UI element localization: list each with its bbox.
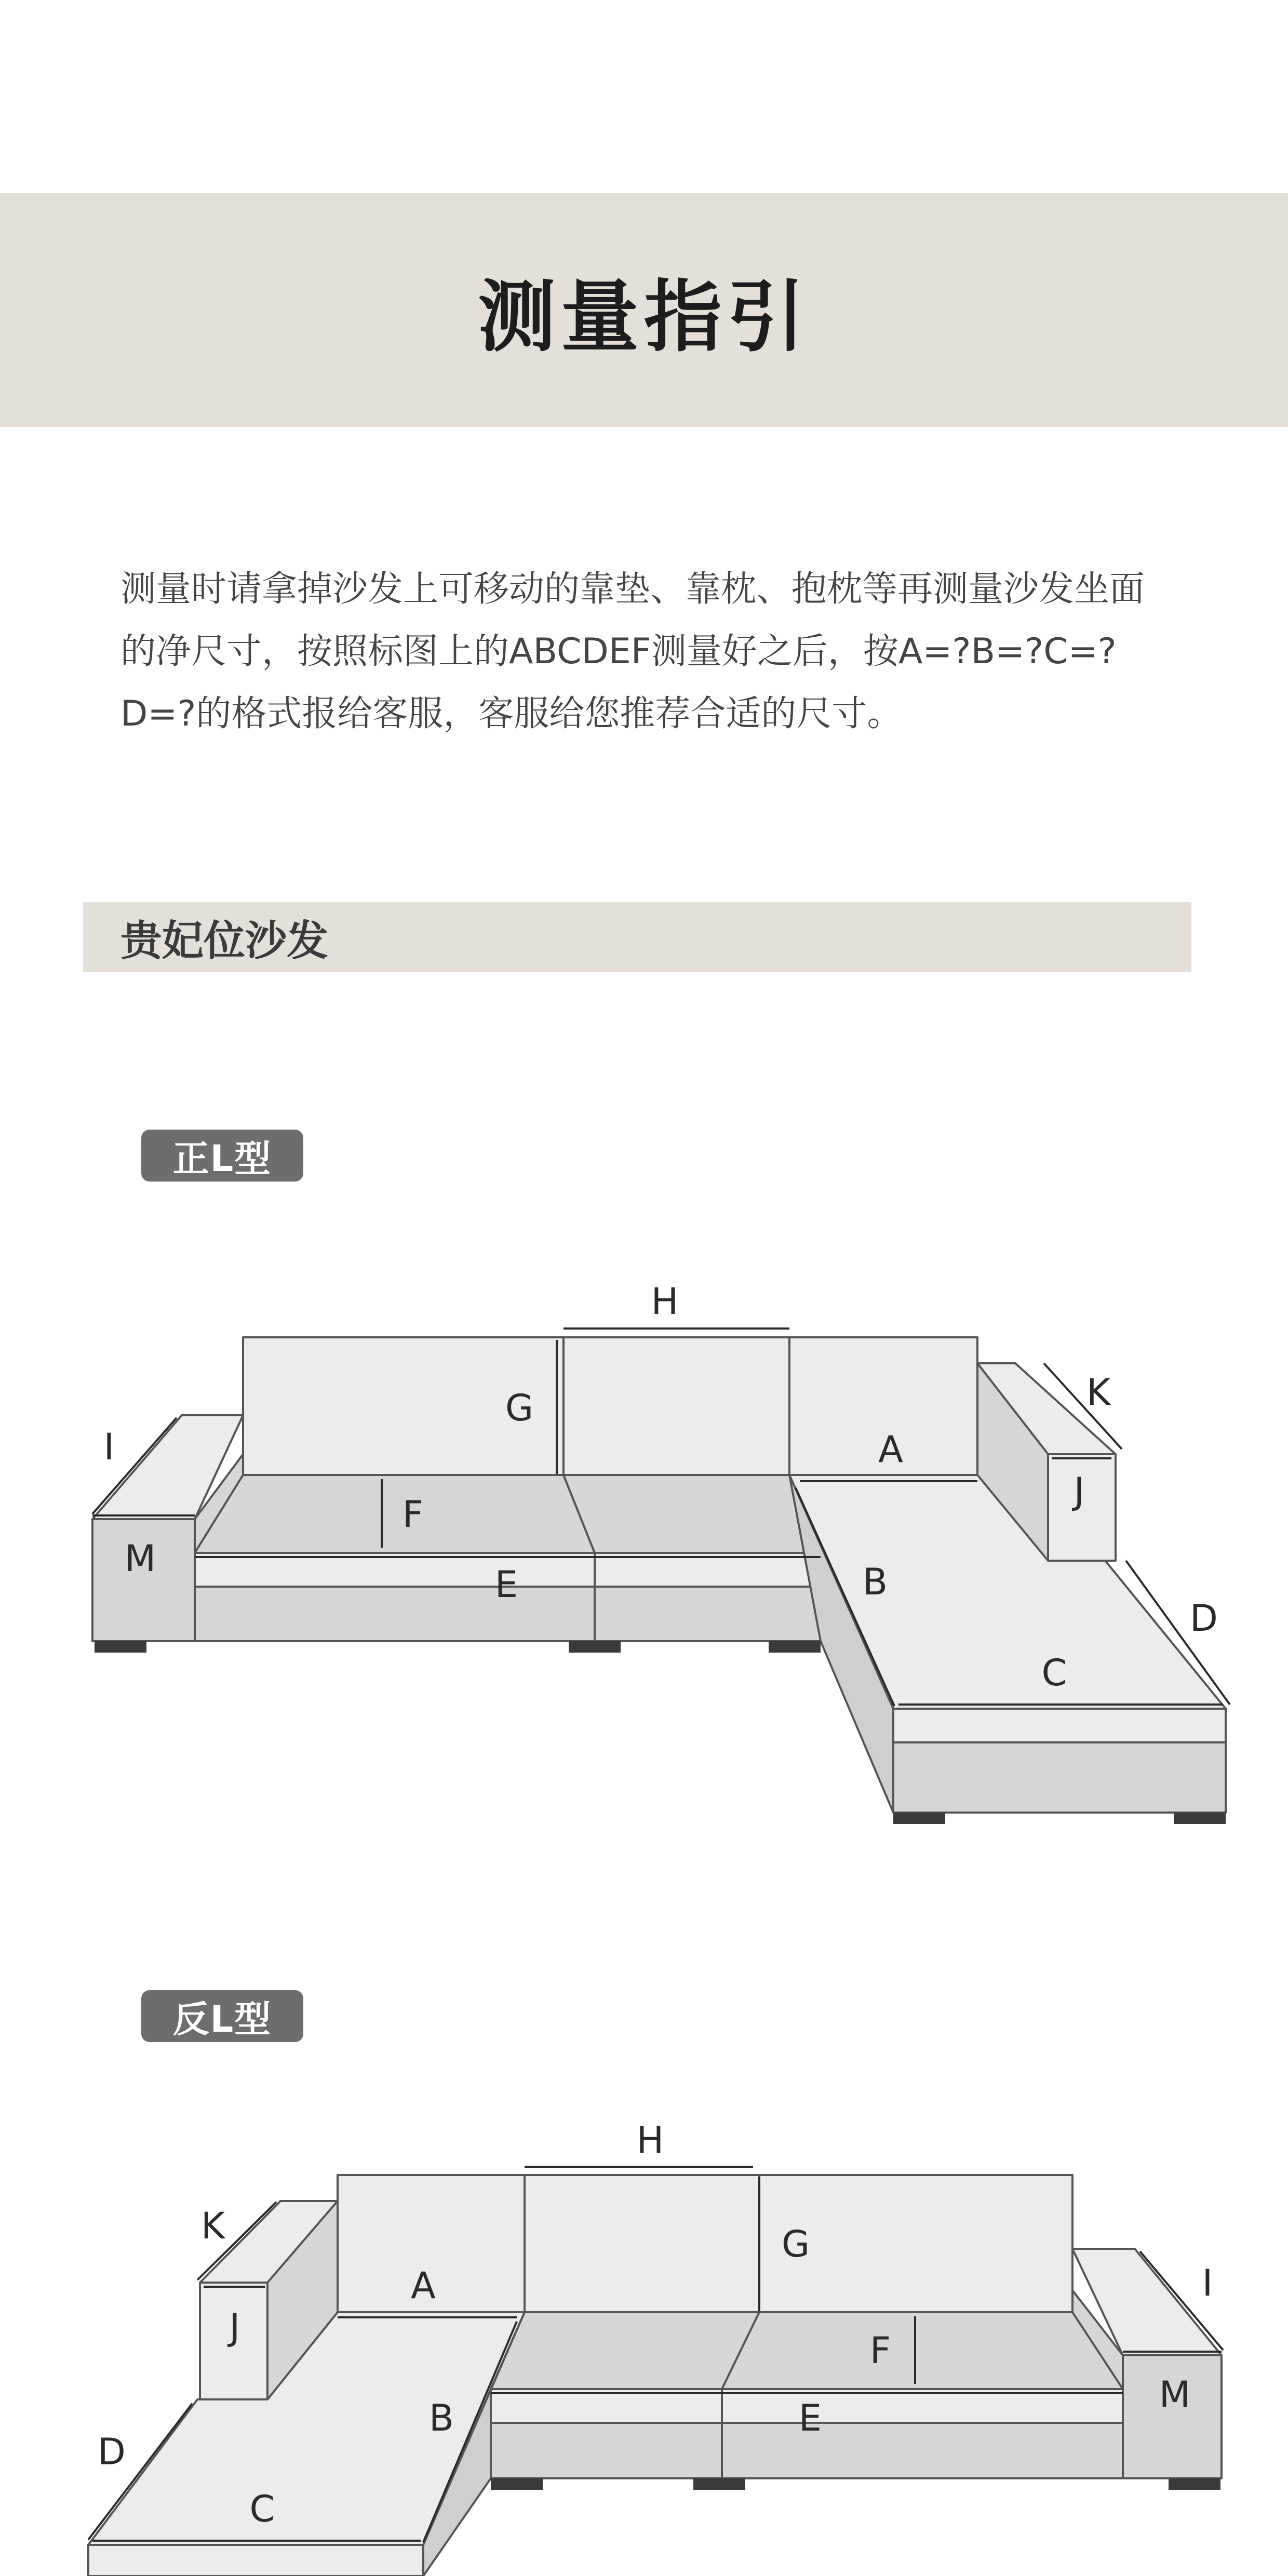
tag-reverse-l-label: 反L型: [172, 1997, 272, 2041]
label-D: D: [98, 2431, 126, 2473]
label-A: A: [411, 2264, 436, 2307]
label-H: H: [636, 2119, 664, 2162]
label-B: B: [862, 1561, 888, 1603]
label-I: I: [1202, 2262, 1213, 2304]
seat-cushion-right: [722, 2312, 1123, 2389]
label-D: D: [1190, 1597, 1218, 1640]
label-M: M: [1159, 2373, 1191, 2416]
label-G: G: [781, 2223, 810, 2265]
section-title: 贵妃位沙发: [120, 916, 328, 965]
label-G: G: [505, 1387, 534, 1429]
label-B: B: [428, 2397, 454, 2439]
label-F: F: [402, 1493, 424, 1536]
label-F: F: [869, 2329, 891, 2372]
label-H: H: [651, 1280, 679, 1323]
label-J: J: [1074, 1470, 1085, 1512]
intro-text: 测量时请拿掉沙发上可移动的靠垫、靠枕、抱枕等再测量沙发坐面的净尺寸，按照标图上的ABCDEF测量好之后，按A=?B=?C=?D=?的格式报给客服，客服给您推荐合适的尺寸。: [120, 569, 1145, 734]
label-M: M: [124, 1537, 156, 1580]
label-C: C: [1041, 1652, 1067, 1694]
chaise-front: [88, 2545, 423, 2576]
back-cushion-middle: [525, 2175, 759, 2312]
label-A: A: [878, 1428, 903, 1471]
label-C: C: [249, 2488, 275, 2530]
page-title: 测量指引: [477, 272, 810, 363]
seat-cushion-middle: [491, 2312, 759, 2389]
label-I: I: [103, 1426, 115, 1468]
label-K: K: [1086, 1371, 1110, 1414]
label-E: E: [494, 1563, 518, 1606]
label-K: K: [201, 2205, 225, 2247]
tag-right-l-label: 正L型: [172, 1137, 272, 1180]
label-J: J: [229, 2306, 240, 2349]
label-E: E: [798, 2397, 822, 2439]
